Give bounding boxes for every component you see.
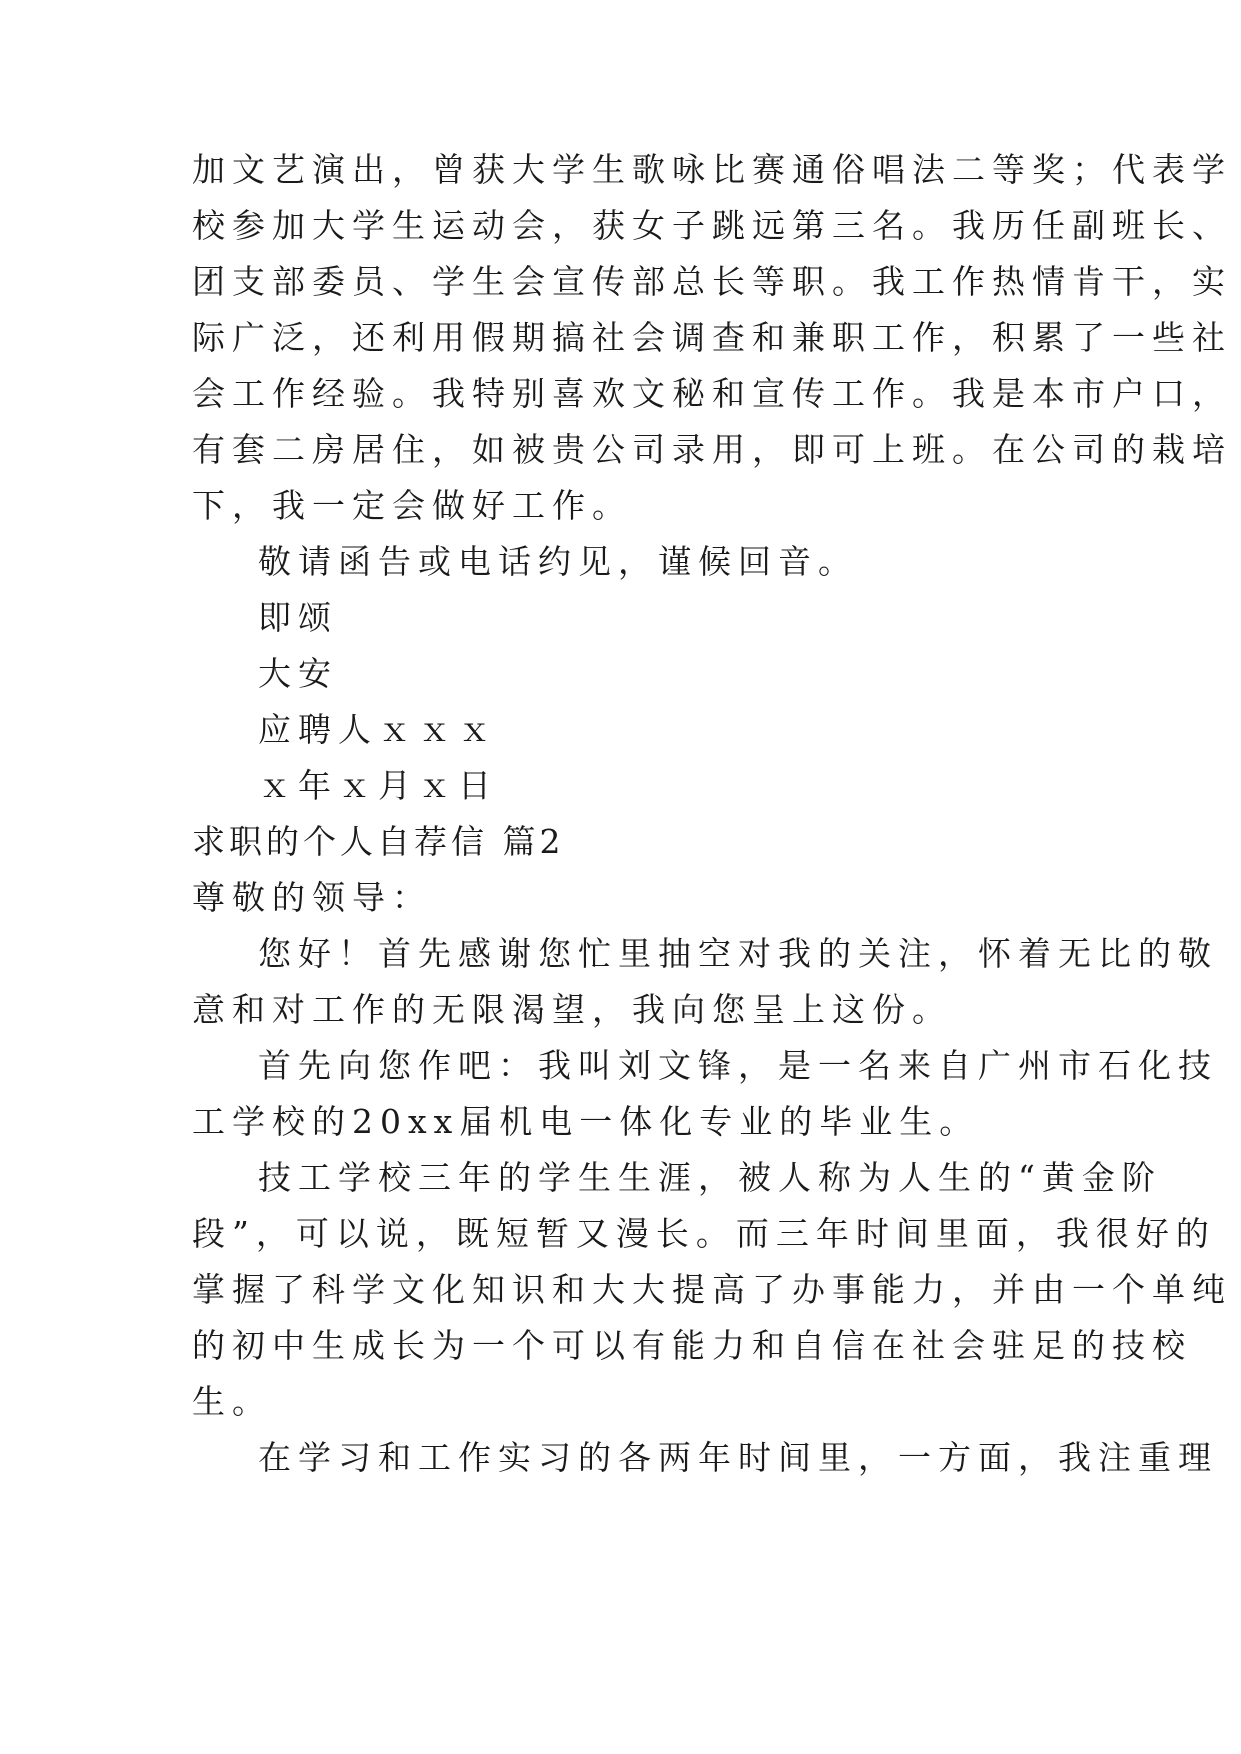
paragraph-line: 有套二房居住，如被贵公司录用，即可上班。在公司的栽培 xyxy=(192,430,1232,469)
paragraph-line: 生。 xyxy=(192,1382,272,1421)
paragraph-line: 段”，可以说，既短暂又漫长。而三年时间里面，我很好的 xyxy=(192,1214,1216,1253)
paragraph-line: 会工作经验。我特别喜欢文秘和宣传工作。我是本市户口， xyxy=(192,374,1232,413)
paragraph-line: 团支部委员、学生会宣传部总长等职。我工作热情肯干，实 xyxy=(192,262,1232,301)
paragraph-line: 在学习和工作实习的各两年时间里，一方面，我注重理 xyxy=(258,1438,1218,1477)
paragraph-line: 技工学校三年的学生生涯，被人称为人生的“黄金阶 xyxy=(258,1158,1162,1197)
salutation-daan: 大安 xyxy=(258,654,338,693)
paragraph-line: 下，我一定会做好工作。 xyxy=(192,486,632,525)
signature-date: ｘ年ｘ月ｘ日 xyxy=(258,766,498,805)
paragraph-line: 工学校的20xx届机电一体化专业的毕业生。 xyxy=(192,1102,980,1141)
closing-request: 敬请函告或电话约见，谨候回音。 xyxy=(258,542,858,581)
greeting: 尊敬的领导： xyxy=(192,878,432,917)
paragraph-line: 掌握了科学文化知识和大大提高了办事能力，并由一个单纯 xyxy=(192,1270,1232,1309)
paragraph-line: 校参加大学生运动会，获女子跳远第三名。我历任副班长、 xyxy=(192,206,1232,245)
paragraph-line: 您好！首先感谢您忙里抽空对我的关注，怀着无比的敬 xyxy=(258,934,1218,973)
salutation-jisong: 即颂 xyxy=(258,598,338,637)
paragraph-line: 意和对工作的无限渴望，我向您呈上这份。 xyxy=(192,990,952,1029)
section-title: 求职的个人自荐信 篇2 xyxy=(192,822,565,861)
paragraph-line: 的初中生成长为一个可以有能力和自信在社会驻足的技校 xyxy=(192,1326,1192,1365)
signature-applicant: 应聘人ｘｘｘ xyxy=(258,710,498,749)
paragraph-line: 加文艺演出，曾获大学生歌咏比赛通俗唱法二等奖；代表学 xyxy=(192,150,1232,189)
paragraph-line: 际广泛，还利用假期搞社会调查和兼职工作，积累了一些社 xyxy=(192,318,1232,357)
paragraph-line: 首先向您作吧：我叫刘文锋，是一名来自广州市石化技 xyxy=(258,1046,1218,1085)
